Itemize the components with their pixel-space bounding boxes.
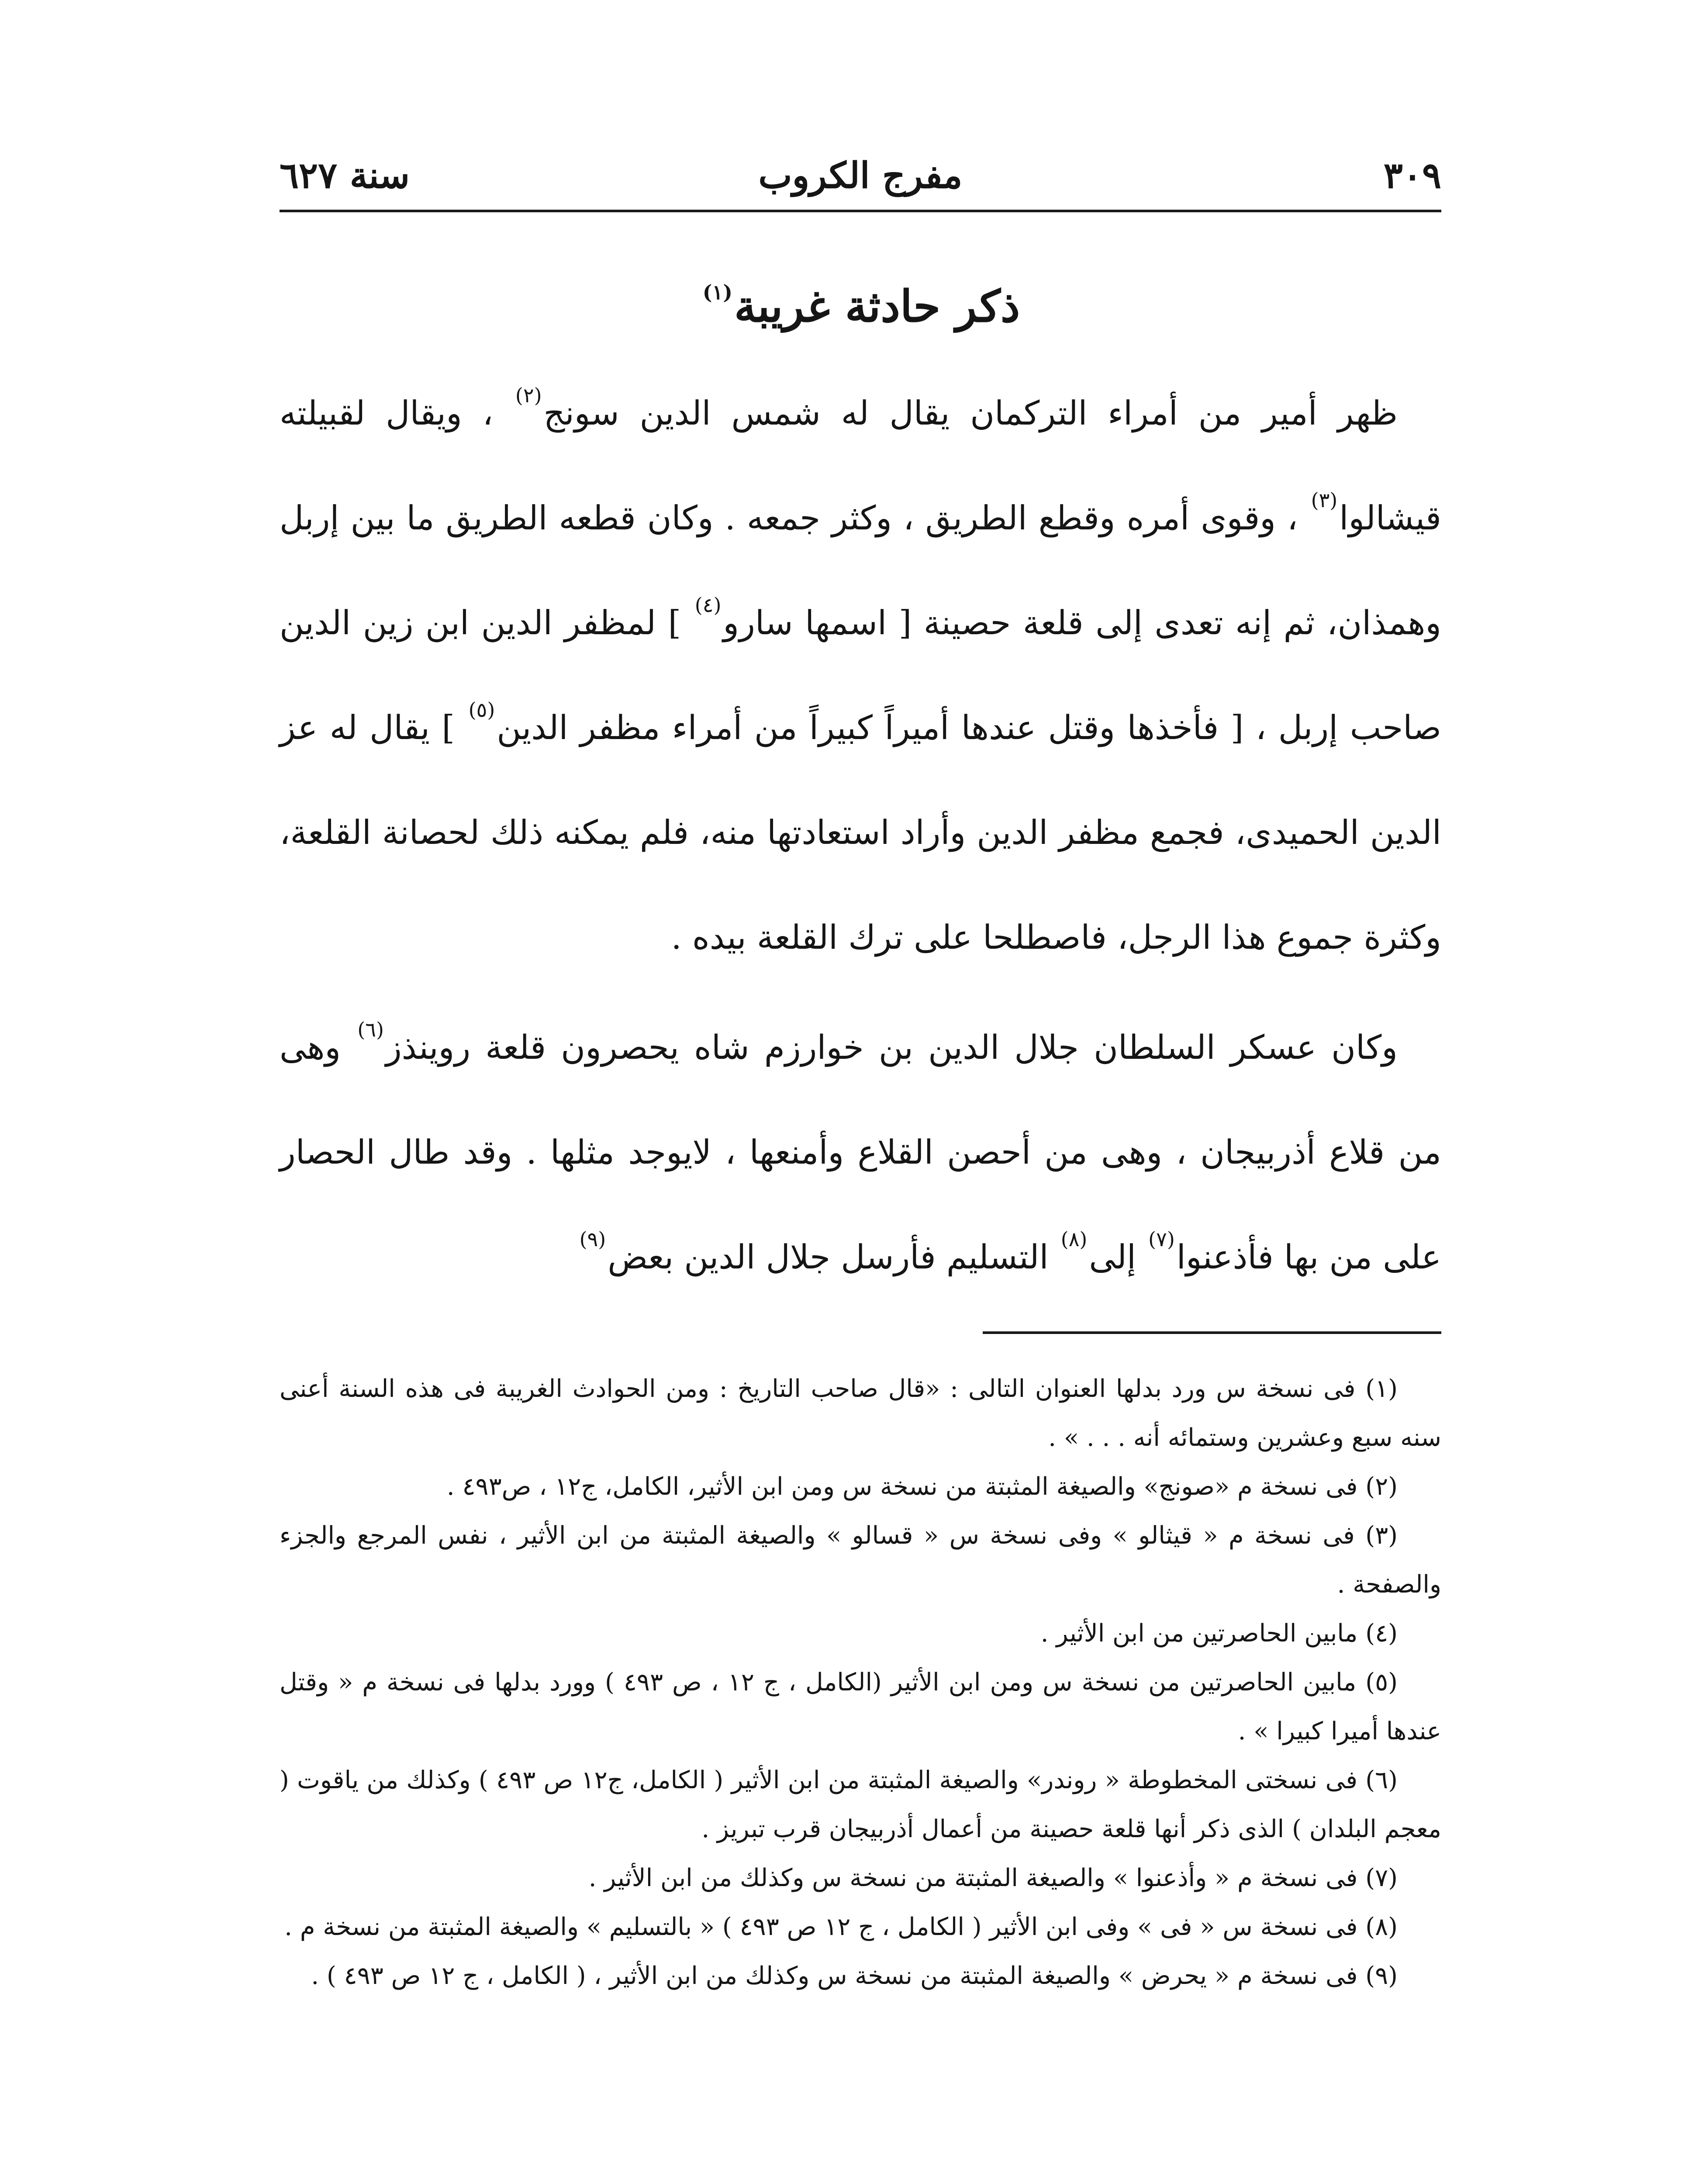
book-title: مفرج الكروب	[758, 155, 963, 197]
book-page	[280, 135, 1441, 2184]
footnotes	[280, 1365, 1441, 2001]
footnote-ref: (٧)	[1148, 1227, 1175, 1251]
paragraph	[280, 995, 1441, 1310]
body-text	[280, 361, 1441, 1310]
footnote-ref: (٩)	[579, 1227, 606, 1251]
running-header	[280, 135, 1441, 212]
footnote-ref: (٨)	[1060, 1227, 1088, 1251]
paragraph	[280, 361, 1441, 990]
footnote: (٩) فى نسخة م « يحرض » والصيغة المثبتة من نسخة س وكذلك من ابن الأثير ، ( الكامل ، ج ١٢ ص ٤٩٣ ) .	[311, 1962, 1398, 1990]
footnote: (٥) مابين الحاصرتين من نسخة س ومن ابن الأثير (الكامل ، ج ١٢ ، ص ٤٩٣ ) وورد بدلها فى نسخة م « وقتل عندها أميرا كبيرا » .	[280, 1668, 1441, 1745]
paragraph-text: التسليم فأرسل جلال الدين بعض	[608, 1237, 1049, 1276]
footnote-ref: (٢)	[515, 384, 542, 408]
footnote: (٧) فى نسخة م « وأذعنوا » والصيغة المثبتة من نسخة س وكذلك من ابن الأثير .	[588, 1864, 1398, 1892]
footnote: (٨) فى نسخة س « فى » وفى ابن الأثير ( الكامل ، ج ١٢ ص ٤٩٣ ) « بالتسليم » والصيغة المثبتة من نسخة م .	[284, 1913, 1398, 1941]
footnote-ref: (١)	[702, 280, 732, 304]
paragraph-text: ، ويقال لقبيلته قيشالوا	[280, 394, 1441, 537]
section-heading	[280, 278, 1441, 335]
paragraph-text: ] لمظفر الدين ابن زين الدين صاحب إربل ، [ فأخذها وقتل عندها أميراً كبيراً من أمراء مظفر الدين	[280, 603, 1441, 747]
paragraph-text: ظهر أمير من أمراء التركمان يقال له شمس الدين سونج	[543, 394, 1398, 432]
footnote: (٤) مابين الحاصرتين من ابن الأثير .	[1040, 1619, 1398, 1648]
footnote-ref: (٤)	[694, 593, 722, 617]
footnote: (١) فى نسخة س ورد بدلها العنوان التالى : «قال صاحب التاريخ : ومن الحوادث الغريبة فى هذه السنة أعنى سنه سبع وعشرين وستمائه أنه . . . » .	[280, 1375, 1441, 1452]
year-label: سنة ٦٢٧	[280, 155, 410, 197]
page-number: ٣٠٩	[1383, 155, 1441, 197]
paragraph-text: ] يقال له عز الدين الحميدى، فجمع مظفر الدين وأراد استعادتها منه، فلم يمكنه ذلك لحصانة القلعة، وكثرة جموع هذا الرجل، فاصطلحا على ترك القلعة بيده .	[280, 708, 1441, 957]
paragraph-text: وهى من قلاع أذربيجان ، وهى من أحصن القلاع وأمنعها ، لايوجد مثلها . وقد طال الحصار على من بها فأذعنوا	[280, 1028, 1442, 1276]
footnote-ref: (٥)	[468, 698, 495, 722]
paragraph-text: إلى	[1089, 1237, 1136, 1276]
footnote: (٢) فى نسخة م «صونج» والصيغة المثبتة من نسخة س ومن ابن الأثير، الكامل، ج١٢ ، ص٤٩٣ .	[446, 1472, 1398, 1501]
paragraph-text: وكان عسكر السلطان جلال الدين بن خوارزم شاه يحصرون قلعة روينذز	[385, 1028, 1398, 1067]
section-heading-text: ذكر حادثة غريبة	[734, 280, 1020, 332]
footnote-ref: (٣)	[1311, 488, 1338, 512]
footnote-ref: (٦)	[357, 1018, 384, 1042]
paragraph-text: ، وقوى أمره وقطع الطريق ، وكثر جمعه . وكان قطعه الطريق ما بين إربل وهمذان، ثم إنه تعدى إلى قلعة حصينة [ اسمها سارو	[280, 498, 1441, 642]
footnote: (٦) فى نسختى المخطوطة « روندر» والصيغة المثبتة من ابن الأثير ( الكامل، ج١٢ ص ٤٩٣ ) وكذلك من ياقوت ( معجم البلدان ) الذى ذكر أنها قلعة حصينة من أعمال أذربيجان قرب تبريز .	[280, 1766, 1441, 1843]
footnote-divider	[983, 1331, 1441, 1334]
footnote: (٣) فى نسخة م « قيثالو » وفى نسخة س « قسالو » والصيغة المثبتة من ابن الأثير ، نفس المرجع والجزء والصفحة .	[280, 1521, 1441, 1599]
